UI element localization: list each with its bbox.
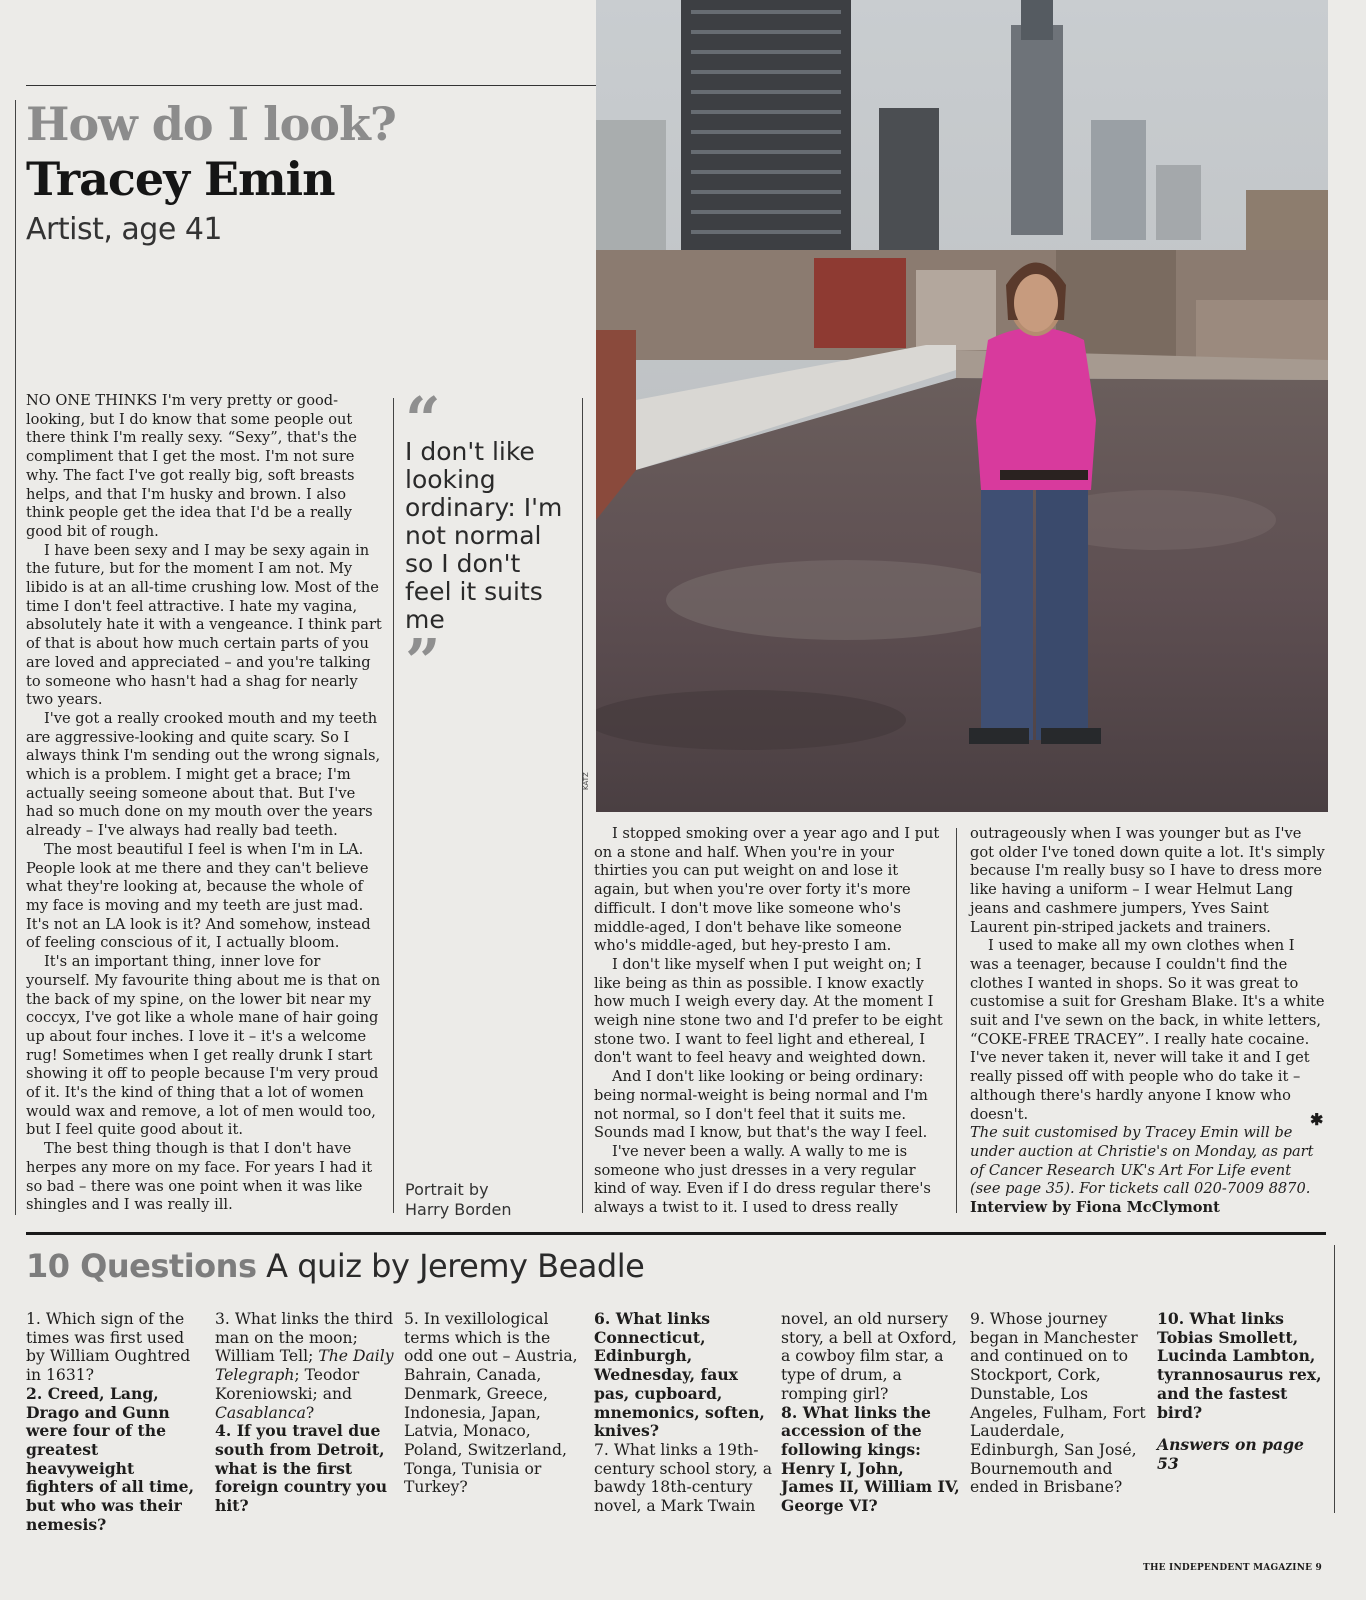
end-mark-icon: ✱: [1310, 1110, 1324, 1129]
quiz-title-bold: 10 Questions: [26, 1247, 257, 1285]
quiz-title-light: A quiz by Jeremy Beadle: [256, 1247, 645, 1285]
quiz-column-2: [215, 1310, 395, 1516]
right-border: [1334, 1245, 1335, 1513]
question-3: [215, 1310, 395, 1422]
paragraph: I've never been a wally. A wally to me is someone who just dresses in a very regular kind of way. Even if I do dress regular there's always a twist to it. I used to dress really: [594, 1142, 931, 1217]
top-rule: [26, 85, 596, 86]
quiz-title: [26, 1247, 644, 1285]
paragraph: The most beautiful I feel is when I'm in LA. People look at me there and they can't believe what they're looking at, because the whole of my face is moving and my teeth are just mad. It's not an LA look is it? And somehow, instead of feeling conscious of it, I actually bloom.: [26, 840, 371, 952]
byline: Interview by Fiona McClymont: [970, 1199, 1220, 1217]
rooftop-portrait-image: [596, 0, 1328, 812]
paragraph: I don't like myself when I put weight on; I like being as thin as possible. I know exactly how much I weigh every day. At the moment I weigh nine stone two and I'd prefer to be eight stone two. I want to feel light and ethereal, I don't want to feel heavy and weighted down.: [594, 955, 943, 1067]
paragraph: It's an important thing, inner love for yourself. My favourite thing about me is that on the back of my spine, on the lower bit near my coccyx, I've got like a whole mane of hair going up about four inches. I love it – it's a welcome rug! Sometimes when I get really drunk I start showing it off to people because I'm very proud of it. It's the kind of thing that a lot of women would wax and remove, a lot of men would too, but I feel quite good about it.: [26, 953, 381, 1139]
headline-name: Tracey Emin: [26, 152, 335, 206]
quiz-column-7: [1157, 1310, 1327, 1474]
pullquote-divider: [393, 398, 394, 1213]
question-7: 7. What links a 19th-century school story, a bawdy 18th-century novel, a Mark Twain: [594, 1440, 773, 1516]
question-5: 5. In vexillological terms which is the odd one out – Austria, Bahrain, Canada, Denmark, Greece, Indonesia, Japan, Latvia, Monaco, Poland, Switzerland, Tonga, Tunisia or Turkey?: [404, 1310, 578, 1497]
auction-note: The suit customised by Tracey Emin will be under auction at Christie's on Monday, as part of Cancer Research UK's Art For Life event (see page 35). For tickets call 020-7009 8870.: [970, 1124, 1314, 1198]
quiz-column-6: [970, 1310, 1150, 1497]
question-3-italic: The Daily Telegraph: [215, 1347, 394, 1385]
question-3-text: ?: [305, 1403, 315, 1422]
quiz-rule: [26, 1232, 1326, 1235]
column-divider-1: [582, 398, 583, 1213]
subtitle: Artist, age 41: [26, 212, 223, 247]
article-column-1: [26, 392, 382, 1215]
paragraph: I stopped smoking over a year ago and I put on a stone and half. When you're in your thirties you can put weight on and lose it again, but when you're over forty it's more difficult. I don't move like someone who's middle-aged, I don't behave like someone who's middle-aged, but hey-presto I am.: [594, 825, 940, 955]
question-2: 2. Creed, Lang, Drago and Gunn were four of the greatest heavyweight fighters of all time, but who was their nemesis?: [26, 1383, 195, 1534]
quiz-column-3: [404, 1310, 579, 1497]
quiz-column-5: [781, 1310, 961, 1516]
paragraph: outrageously when I was younger but as I've got older I've toned down quite a lot. It's simply because I'm really busy so I have to dress more like having a uniform – I wear Helmut Lang jeans and cashmere jumpers, Yves Saint Laurent pin-striped jackets and trainers.: [970, 825, 1325, 936]
question-4: 4. If you travel due south from Detroit, what is the first foreign country you hit?: [215, 1421, 388, 1516]
left-border: [15, 100, 16, 1215]
headline-question: How do I look?: [26, 97, 396, 151]
close-quote-mark: ”: [405, 625, 441, 698]
question-3-text: 3. What links the third man on the moon; William Tell;: [215, 1310, 394, 1366]
paragraph: The best thing though is that I don't have herpes any more on my face. For years I had it so bad – there was one point when it was like shingles and I was really ill.: [26, 1140, 373, 1214]
paragraph: And I don't like looking or being ordinary: being normal-weight is being normal and I'm not normal, so I don't feel that it suits me. Sounds mad I know, but that's the way I feel.: [594, 1068, 928, 1142]
pull-quote: [405, 383, 570, 698]
question-7-continued: novel, an old nursery story, a bell at Oxford, a cowboy film star, a type of drum, a romping girl?: [781, 1310, 957, 1403]
open-quote-mark: “: [405, 383, 441, 456]
quiz-column-1: [26, 1310, 206, 1534]
question-6: 6. What links Connecticut, Edinburgh, Wednesday, faux pas, cupboard, mnemonics, soften, knives?: [594, 1309, 765, 1441]
article-column-3: [970, 825, 1326, 1218]
question-3-text: ; Teodor Koreniowski; and: [215, 1366, 360, 1403]
photo-credit: KATZ: [582, 772, 590, 790]
paragraph: I've got a really crooked mouth and my teeth are aggressive-looking and quite scary. So I always think I'm sending out the wrong signals, which is a problem. I might get a brace; I'm actually seeing someone about that. But I've had so much done on my mouth over the years already – I've always had really bad teeth.: [26, 709, 381, 840]
question-3-italic: Casablanca: [215, 1403, 306, 1422]
page-footer: THE INDEPENDENT MAGAZINE 9: [1143, 1563, 1322, 1573]
question-1: 1. Which sign of the times was first used by William Oughtred in 1631?: [26, 1310, 191, 1385]
paragraph: I have been sexy and I may be sexy again in the future, but for the moment I am not. My libido is at an all-time crushing low. Most of the time I don't feel attractive. I hate my vagina, absolutely hate it with a vengeance. I think part of that is about how much certain parts of you are loved and appreciated – and you're talking to someone who hasn't had a shag for nearly two years.: [26, 541, 382, 709]
question-9: 9. Whose journey began in Manchester and continued on to Stockport, Cork, Dunstable, Los Angeles, Fulham, Fort Lauderdale, Edinburgh, San José, Bournemouth and ended in Brisbane?: [970, 1310, 1146, 1497]
portrait-credit: Portrait by Harry Borden: [405, 1180, 512, 1219]
portrait-photo: [596, 0, 1328, 812]
answers-note: Answers on page 53: [1157, 1435, 1304, 1473]
column-divider-2: [956, 828, 957, 1213]
quiz-column-4: [594, 1310, 774, 1516]
question-10: 10. What links Tobias Smollett, Lucinda Lambton, tyrannosaurus rex, and the fastest bird?: [1157, 1309, 1322, 1422]
paragraph: NO ONE THINKS I'm very pretty or good-looking, but I do know that some people out there think I'm really sexy. “Sexy”, that's the compliment that I get the most. I'm not sure why. The fact I've got really big, soft breasts helps, and that I'm husky and brown. I also think people get the idea that I'd be a really good bit of rough.: [26, 392, 357, 540]
paragraph: I used to make all my own clothes when I was a teenager, because I couldn't find the clothes I wanted in shops. So it was great to customise a suit for Gresham Blake. It's a white suit and I've sewn on the back, in white letters, “COKE-FREE TRACEY”. I really hate cocaine. I've never taken it, never will take it and I get really pissed off with people who do take it – although there's hardly anyone I know who doesn't.: [970, 937, 1325, 1123]
pull-quote-text: I don't like looking ordinary: I'm not normal so I don't feel it suits me: [405, 437, 563, 634]
article-column-2: [594, 825, 948, 1218]
question-8: 8. What links the accession of the following kings: Henry I, John, James II, William IV, George VI?: [781, 1402, 960, 1516]
